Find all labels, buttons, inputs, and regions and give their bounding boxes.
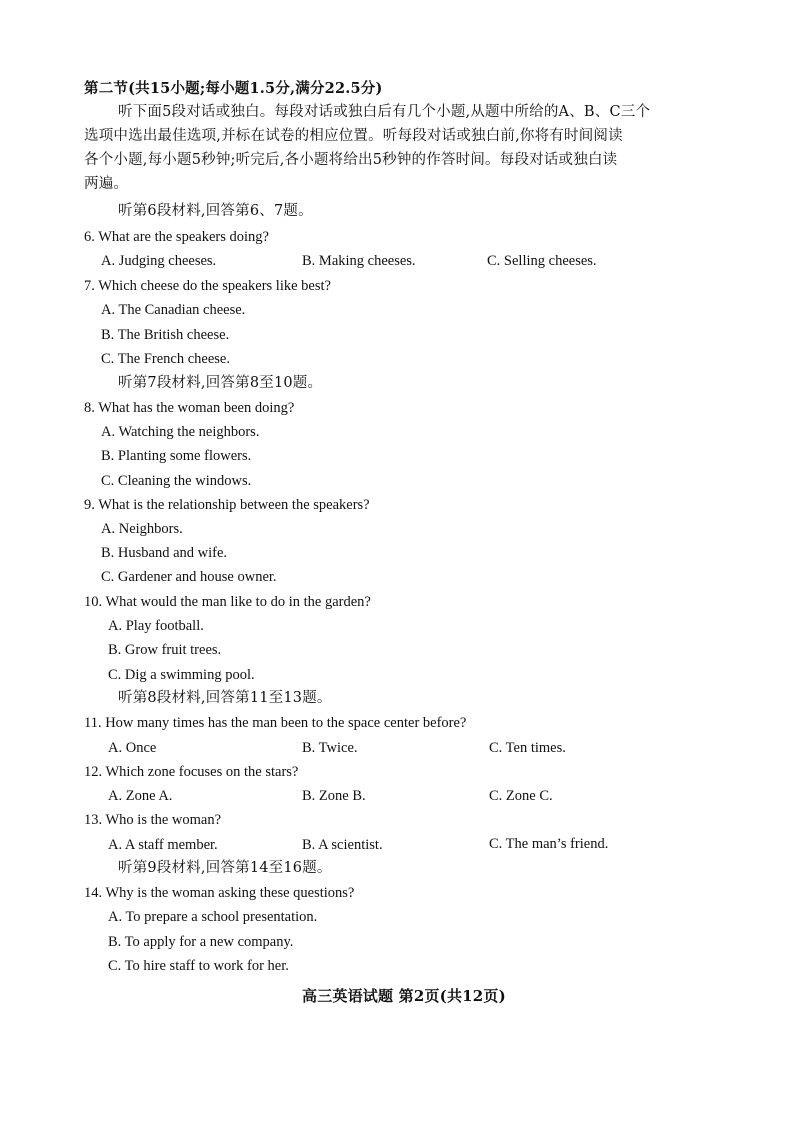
option-a: A. A staff member.	[108, 837, 218, 853]
option-b: B. To apply for a new company.	[108, 934, 294, 950]
instruction-line: 听下面5段对话或独白。每段对话或独白后有几个小题,从题中所给的A、B、C三个	[118, 104, 651, 120]
option-c: C. The French cheese.	[101, 351, 230, 367]
option-b: B. Making cheeses.	[302, 253, 416, 269]
option-c: C. Dig a swimming pool.	[108, 667, 255, 683]
group-intro: 听第8段材料,回答第11至13题。	[118, 690, 332, 706]
page-footer: 高三英语试题 第2页(共12页)	[302, 987, 506, 1005]
option-a: A. To prepare a school presentation.	[108, 909, 318, 925]
question-stem: 12. Which zone focuses on the stars?	[84, 764, 299, 780]
question-stem: 10. What would the man like to do in the garden?	[84, 594, 371, 610]
question-stem: 8. What has the woman been doing?	[84, 400, 295, 416]
section-header: 第二节(共15小题;每小题1.5分,满分22.5分)	[84, 80, 383, 97]
option-c: C. Selling cheeses.	[487, 253, 597, 269]
option-a: A. Zone A.	[108, 788, 173, 804]
instruction-line: 选项中选出最佳选项,并标在试卷的相应位置。听每段对话或独白前,你将有时间阅读	[84, 128, 623, 144]
question-stem: 9. What is the relationship between the speakers?	[84, 497, 370, 513]
question-stem: 11. How many times has the man been to the space center before?	[84, 715, 467, 731]
option-b: B. A scientist.	[302, 837, 383, 853]
option-a: A. Once	[108, 740, 157, 756]
option-a: A. Neighbors.	[101, 521, 183, 537]
option-c: C. Zone C.	[489, 788, 553, 804]
group-intro: 听第9段材料,回答第14至16题。	[118, 860, 332, 876]
option-b: B. Husband and wife.	[101, 545, 228, 561]
group-intro: 听第7段材料,回答第8至10题。	[118, 375, 323, 391]
option-a: A. Watching the neighbors.	[101, 424, 260, 440]
option-c: C. Cleaning the windows.	[101, 473, 252, 489]
option-c: C. Gardener and house owner.	[101, 569, 277, 585]
question-stem: 6. What are the speakers doing?	[84, 229, 269, 245]
option-a: A. The Canadian cheese.	[101, 302, 246, 318]
option-b: B. The British cheese.	[101, 327, 230, 343]
option-c: C. The man’s friend.	[489, 836, 609, 852]
option-a: A. Judging cheeses.	[101, 253, 217, 269]
question-stem: 14. Why is the woman asking these questions?	[84, 885, 355, 901]
instruction-line: 两遍。	[84, 176, 129, 192]
question-stem: 7. Which cheese do the speakers like best?	[84, 278, 331, 294]
instruction-line: 各个小题,每小题5秒钟;听完后,各小题将给出5秒钟的作答时间。每段对话或独白读	[84, 152, 618, 168]
option-c: C. Ten times.	[489, 740, 566, 756]
option-b: B. Twice.	[302, 740, 358, 756]
option-b: B. Grow fruit trees.	[108, 642, 222, 658]
option-b: B. Zone B.	[302, 788, 366, 804]
question-stem: 13. Who is the woman?	[84, 812, 222, 828]
option-b: B. Planting some flowers.	[101, 448, 252, 464]
option-c: C. To hire staff to work for her.	[108, 958, 289, 974]
group-intro: 听第6段材料,回答第6、7题。	[118, 203, 313, 219]
option-a: A. Play football.	[108, 618, 204, 634]
